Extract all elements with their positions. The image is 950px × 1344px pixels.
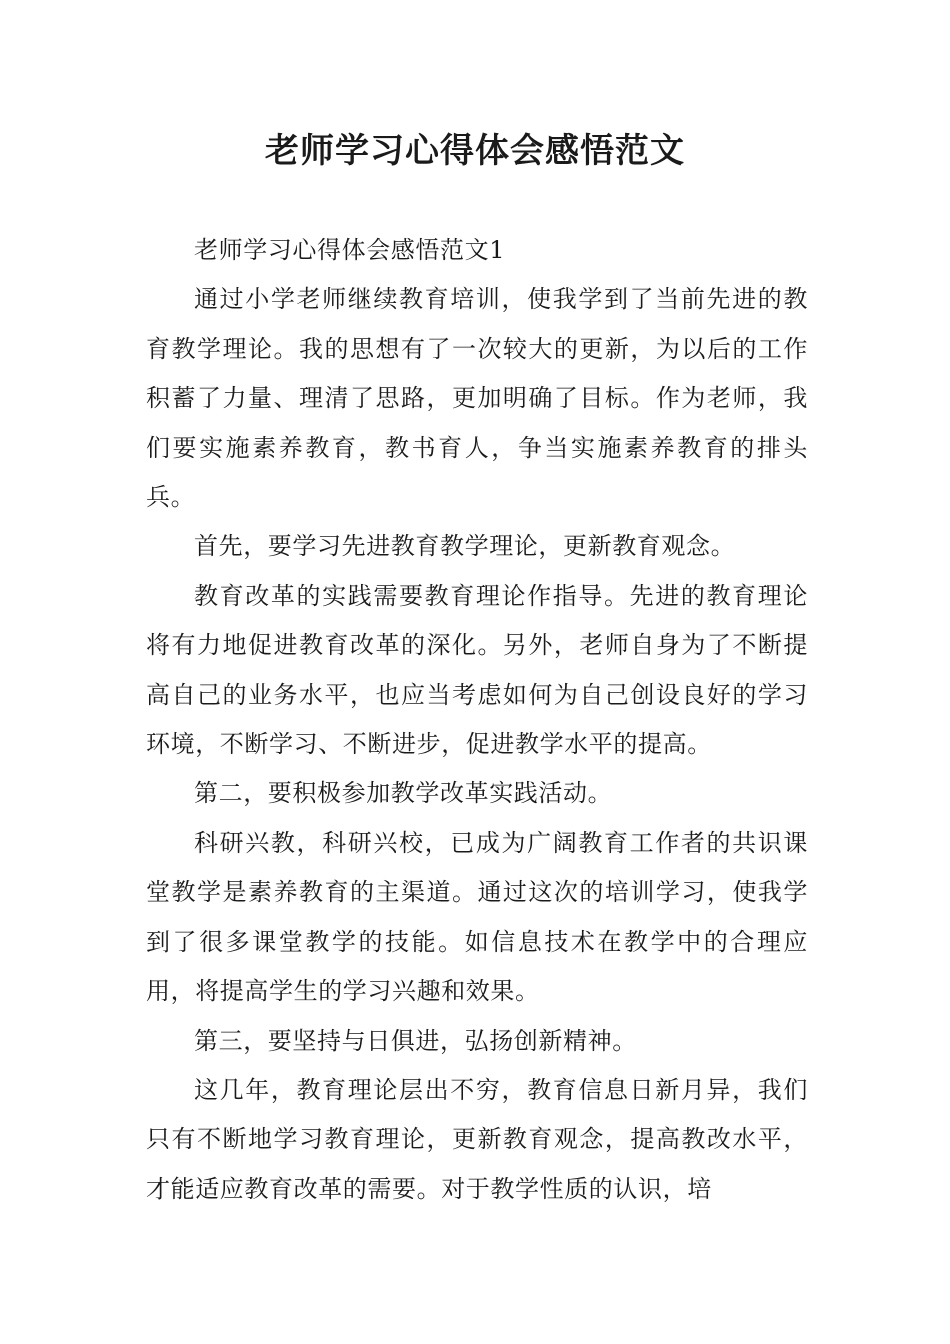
- paragraph-subtitle: 老师学习心得体会感悟范文1: [194, 236, 506, 264]
- paragraph: 教育改革的实践需要教育理论作指导。先进的教育理论将有力地促进教育改革的深化。另外，老师自身为了不断提高自己的业务水平，也应当考虑如何为自己创设良好的学习环境，不断学习、不断进步，促进教学水平的提高。: [146, 581, 808, 759]
- paragraph: 首先，要学习先进教育教学理论，更新教育观念。: [194, 532, 736, 561]
- paragraph: 第三，要坚持与日俱进，弘扬创新精神。: [194, 1026, 637, 1055]
- document-body: [146, 226, 808, 1214]
- paragraph: 这几年，教育理论层出不穷，教育信息日新月异，我们只有不断地学习教育理论，更新教育观念，提高教改水平，才能适应教育改革的需要。对于教学性质的认识，培: [146, 1075, 808, 1203]
- paragraph: 通过小学老师继续教育培训，使我学到了当前先进的教育教学理论。我的思想有了一次较大的更新，为以后的工作积蓄了力量、理清了思路，更加明确了目标。作为老师，我们要实施素养教育，教书育人，争当实施素养教育的排头兵。: [146, 285, 808, 512]
- document-title: 老师学习心得体会感悟范文: [265, 131, 685, 171]
- paragraph: 科研兴教，科研兴校，已成为广阔教育工作者的共识课堂教学是素养教育的主渠道。通过这次的培训学习，使我学到了很多课堂教学的技能。如信息技术在教学中的合理应用，将提高学生的学习兴趣和效果。: [146, 828, 808, 1006]
- paragraph: 第二，要积极参加教学改革实践活动。: [194, 779, 613, 808]
